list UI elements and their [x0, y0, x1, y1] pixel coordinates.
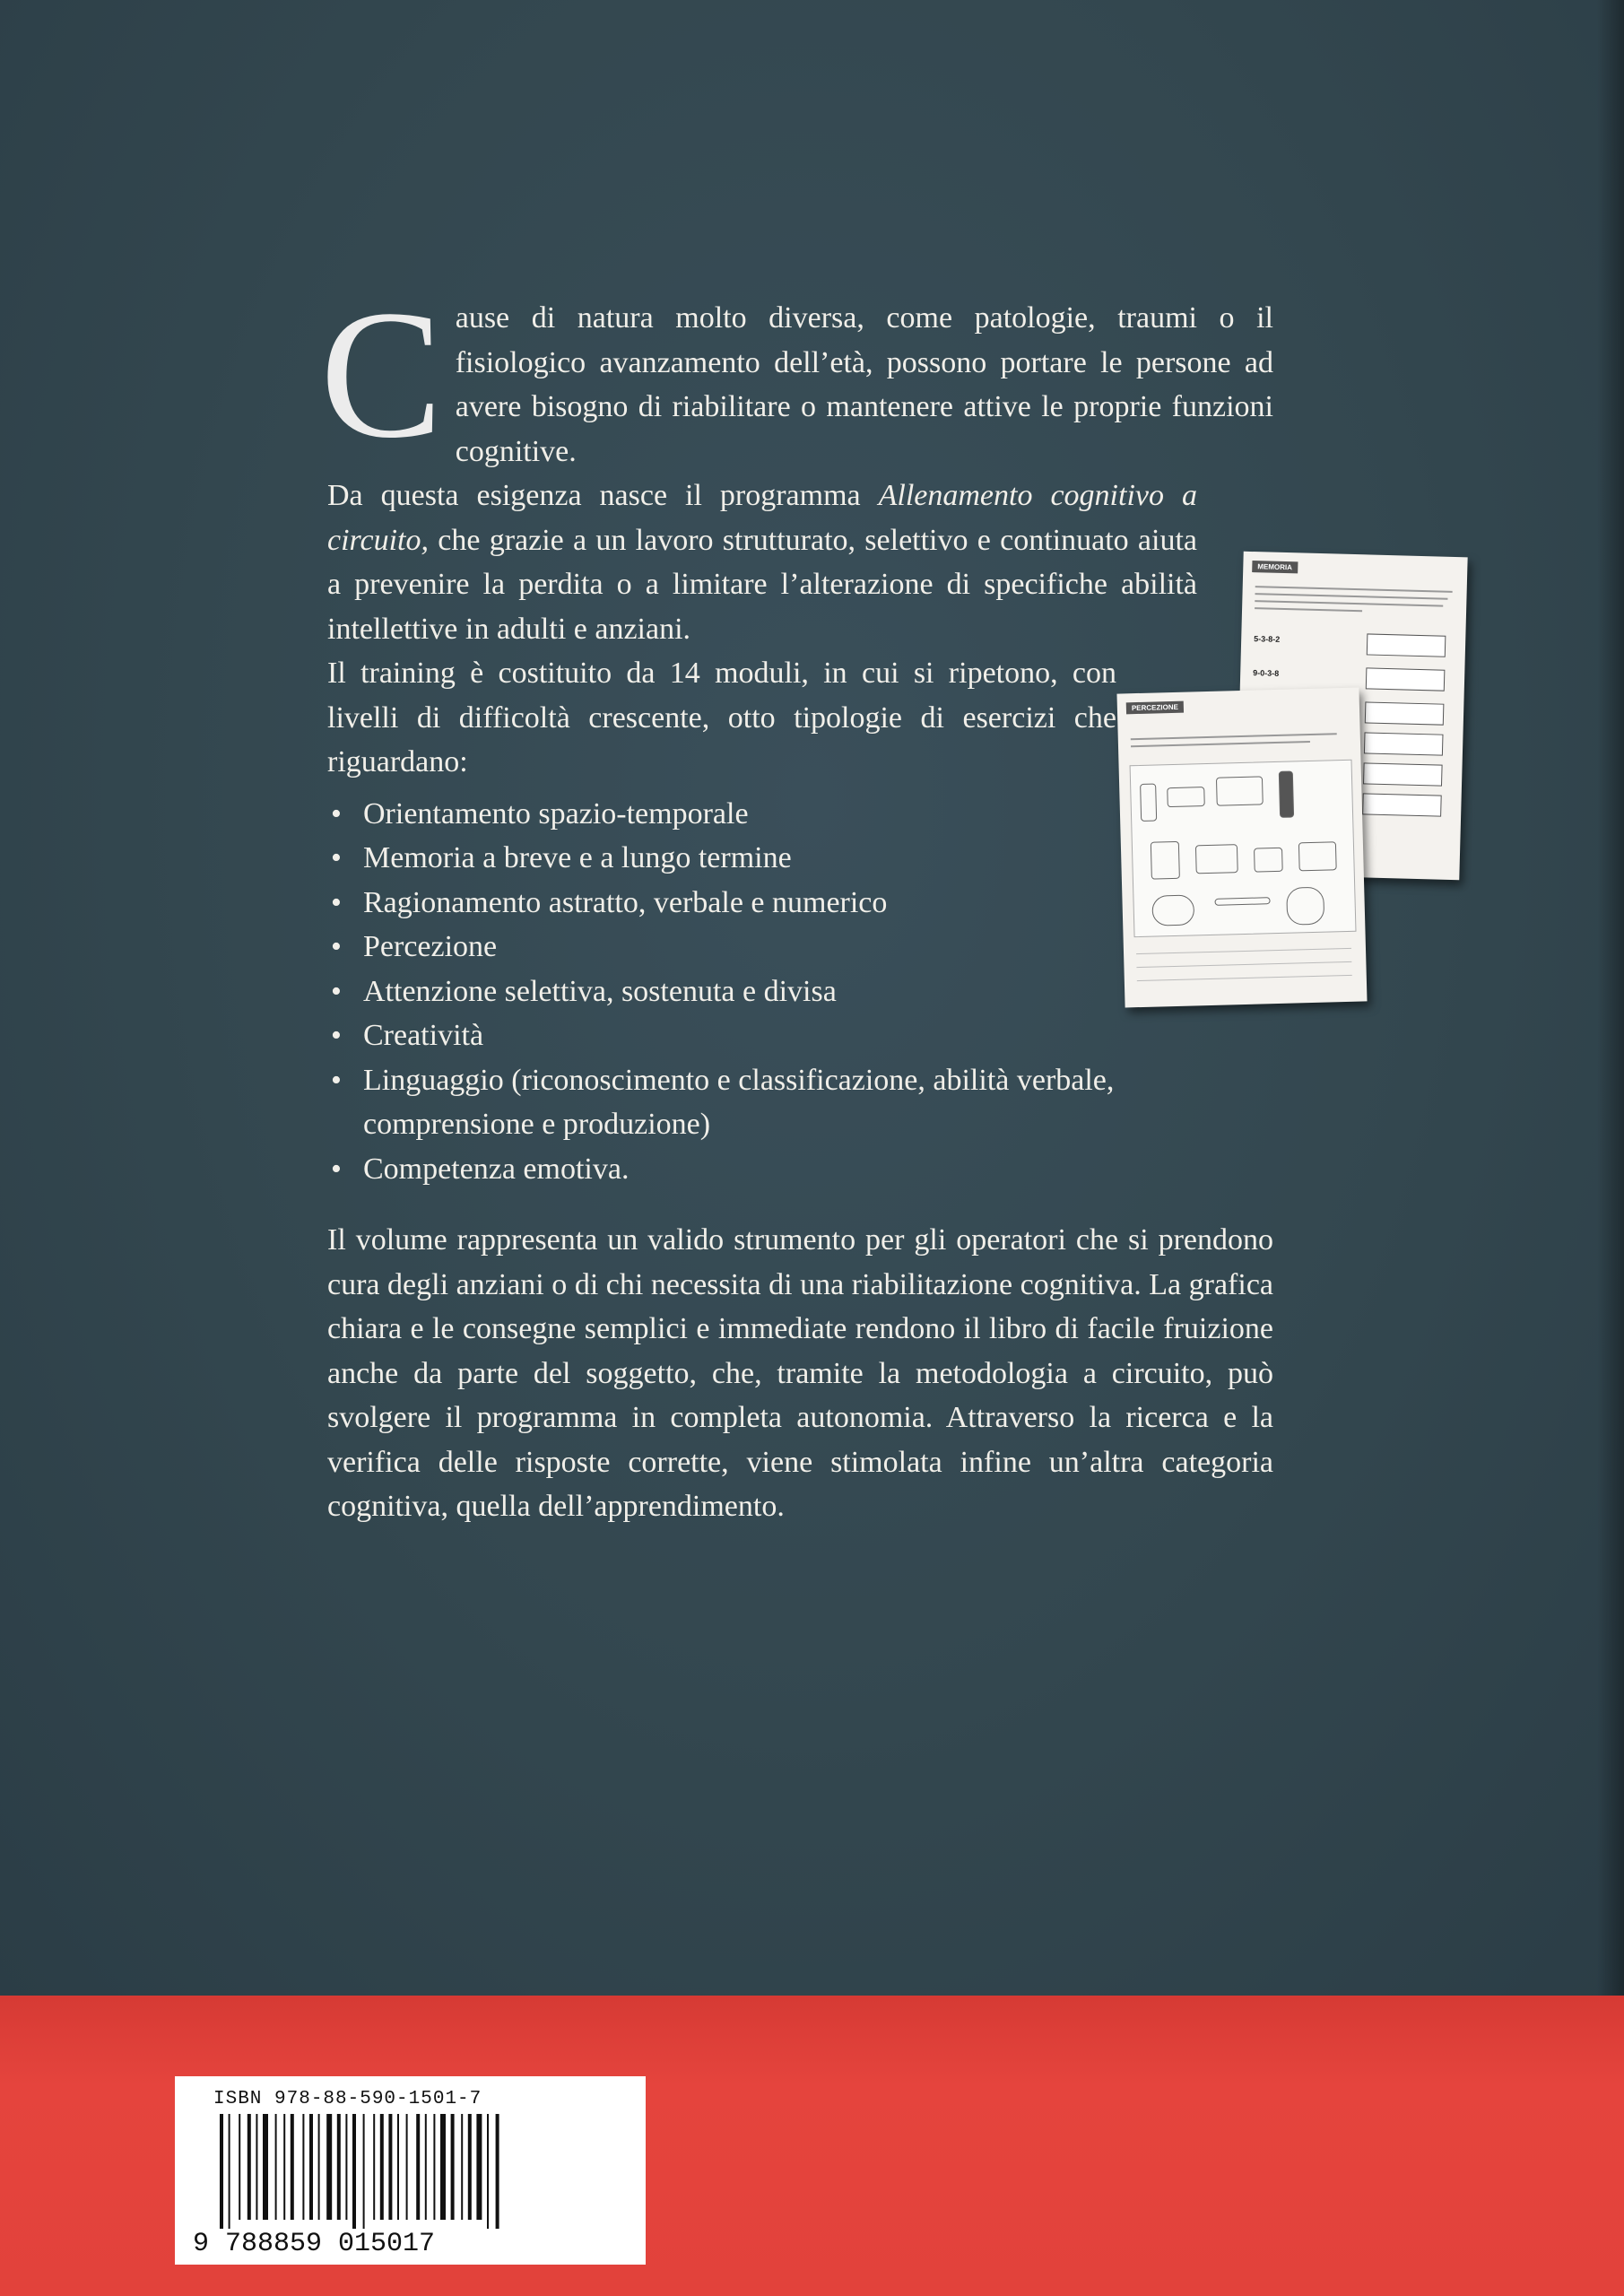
- barcode-bar: [468, 2114, 472, 2220]
- barcode-bar: [256, 2114, 257, 2220]
- volume-paragraph: Il volume rappresenta un valido strumento per gli operatori che si prendono cura degli anziani o di chi necessita di una riabilitazione cognitiva. La grafica chiara e le consegne semplici e immediate rendono il libro di facile fruizione anche da parte del soggetto, che, tramite la metodologia a circuito, può svolgere il programma in completa autonomia. Attraverso la ricerca e la verifica delle risposte corrette, viene stimolata infine un’altra categoria cognitiva, quella dell’apprendimento.: [327, 1223, 1273, 1523]
- program-paragraph-before: Da questa esigenza nasce il programma: [327, 479, 879, 512]
- drop-cap: C: [320, 273, 443, 476]
- worksheet-number-sequence: 5-3-8-2: [1254, 634, 1281, 644]
- list-item: • Orientamento spazio-temporale: [327, 792, 1273, 837]
- barcode-bar: [476, 2114, 482, 2220]
- barcode-bar: [451, 2114, 455, 2220]
- barcode-bar: [373, 2114, 375, 2220]
- intro-paragraph: [320, 273, 1273, 476]
- worksheet-number-sequence: 9-0-3-8: [1253, 668, 1280, 678]
- barcode-bar: [380, 2114, 384, 2220]
- barcode-digits: 9 788859 015017: [193, 2229, 436, 2259]
- program-title: Allenamento cognitivo a circuito,: [327, 479, 1197, 557]
- isbn-label: ISBN 978-88-590-1501-7: [213, 2089, 482, 2109]
- barcode-bar: [239, 2114, 240, 2220]
- barcode-bar: [263, 2114, 268, 2220]
- worksheet-tag: MEMORIA: [1252, 561, 1298, 573]
- worksheet-picture-grid: [1130, 760, 1357, 937]
- isbn-barcode-box: [175, 2076, 646, 2265]
- barcode-bar: [283, 2114, 285, 2220]
- barcode-bar: [487, 2114, 489, 2229]
- barcode-bar: [496, 2114, 499, 2229]
- program-paragraph: [327, 474, 1197, 651]
- barcode-bar: [425, 2114, 427, 2220]
- spine-shadow: [1597, 0, 1624, 1996]
- barcode-bar: [229, 2114, 230, 2229]
- barcode-bar: [352, 2114, 356, 2229]
- barcode-bar: [337, 2114, 341, 2220]
- barcode-bar: [318, 2114, 320, 2220]
- barcode-bar: [309, 2114, 313, 2220]
- barcode-bar: [220, 2114, 223, 2229]
- list-item: • Competenza emotiva.: [327, 1147, 1273, 1192]
- list-item: • Ragionamento astratto, verbale e numerico: [327, 881, 1273, 926]
- barcode-bar: [416, 2114, 420, 2220]
- training-paragraph: Il training è costituito da 14 moduli, in cui si ripetono, con livelli di difficoltà crescente, otto tipologie di esercizi che riguardano:: [327, 657, 1116, 778]
- list-item: • Attenzione selettiva, sostenuta e divisa: [327, 970, 1273, 1014]
- worksheet-thumbnail-perception: [1116, 688, 1367, 1008]
- barcode-bar: [433, 2114, 435, 2220]
- worksheet-tag: PERCEZIONE: [1126, 701, 1184, 715]
- list-item: • Memoria a breve e a lungo termine: [327, 836, 1273, 881]
- barcode-bar: [363, 2114, 365, 2229]
- barcode-bar: [388, 2114, 392, 2220]
- barcode-bar: [461, 2114, 463, 2220]
- list-item: • Percezione: [327, 925, 1273, 970]
- barcode-bar: [345, 2114, 347, 2220]
- barcode-bar: [406, 2114, 408, 2220]
- barcode-bar: [440, 2114, 446, 2220]
- intro-paragraph-text: ause di natura molto diversa, come patologie, traumi o il fisiologico avanzamento dell’età, possono portare le persone ad avere bisogno di riabilitare o mantenere attive le proprie funzioni cognitive.: [455, 301, 1273, 468]
- list-item: • Linguaggio (riconoscimento e classificazione, abilità verbale, comprensione e produzione): [327, 1058, 1273, 1147]
- list-item: • Creatività: [327, 1013, 1273, 1058]
- barcode-bar: [275, 2114, 277, 2220]
- barcode-bar: [326, 2114, 332, 2220]
- barcode-bar: [397, 2114, 399, 2220]
- barcode-bar: [248, 2114, 251, 2220]
- barcode-bar: [302, 2114, 304, 2220]
- program-paragraph-after: che grazie a un lavoro strutturato, selettivo e continuato aiuta a prevenire la perdita o a limitare l’alterazione di specifiche abilità intellettive in adulti e anziani.: [327, 523, 1197, 646]
- barcode-bar: [291, 2114, 294, 2220]
